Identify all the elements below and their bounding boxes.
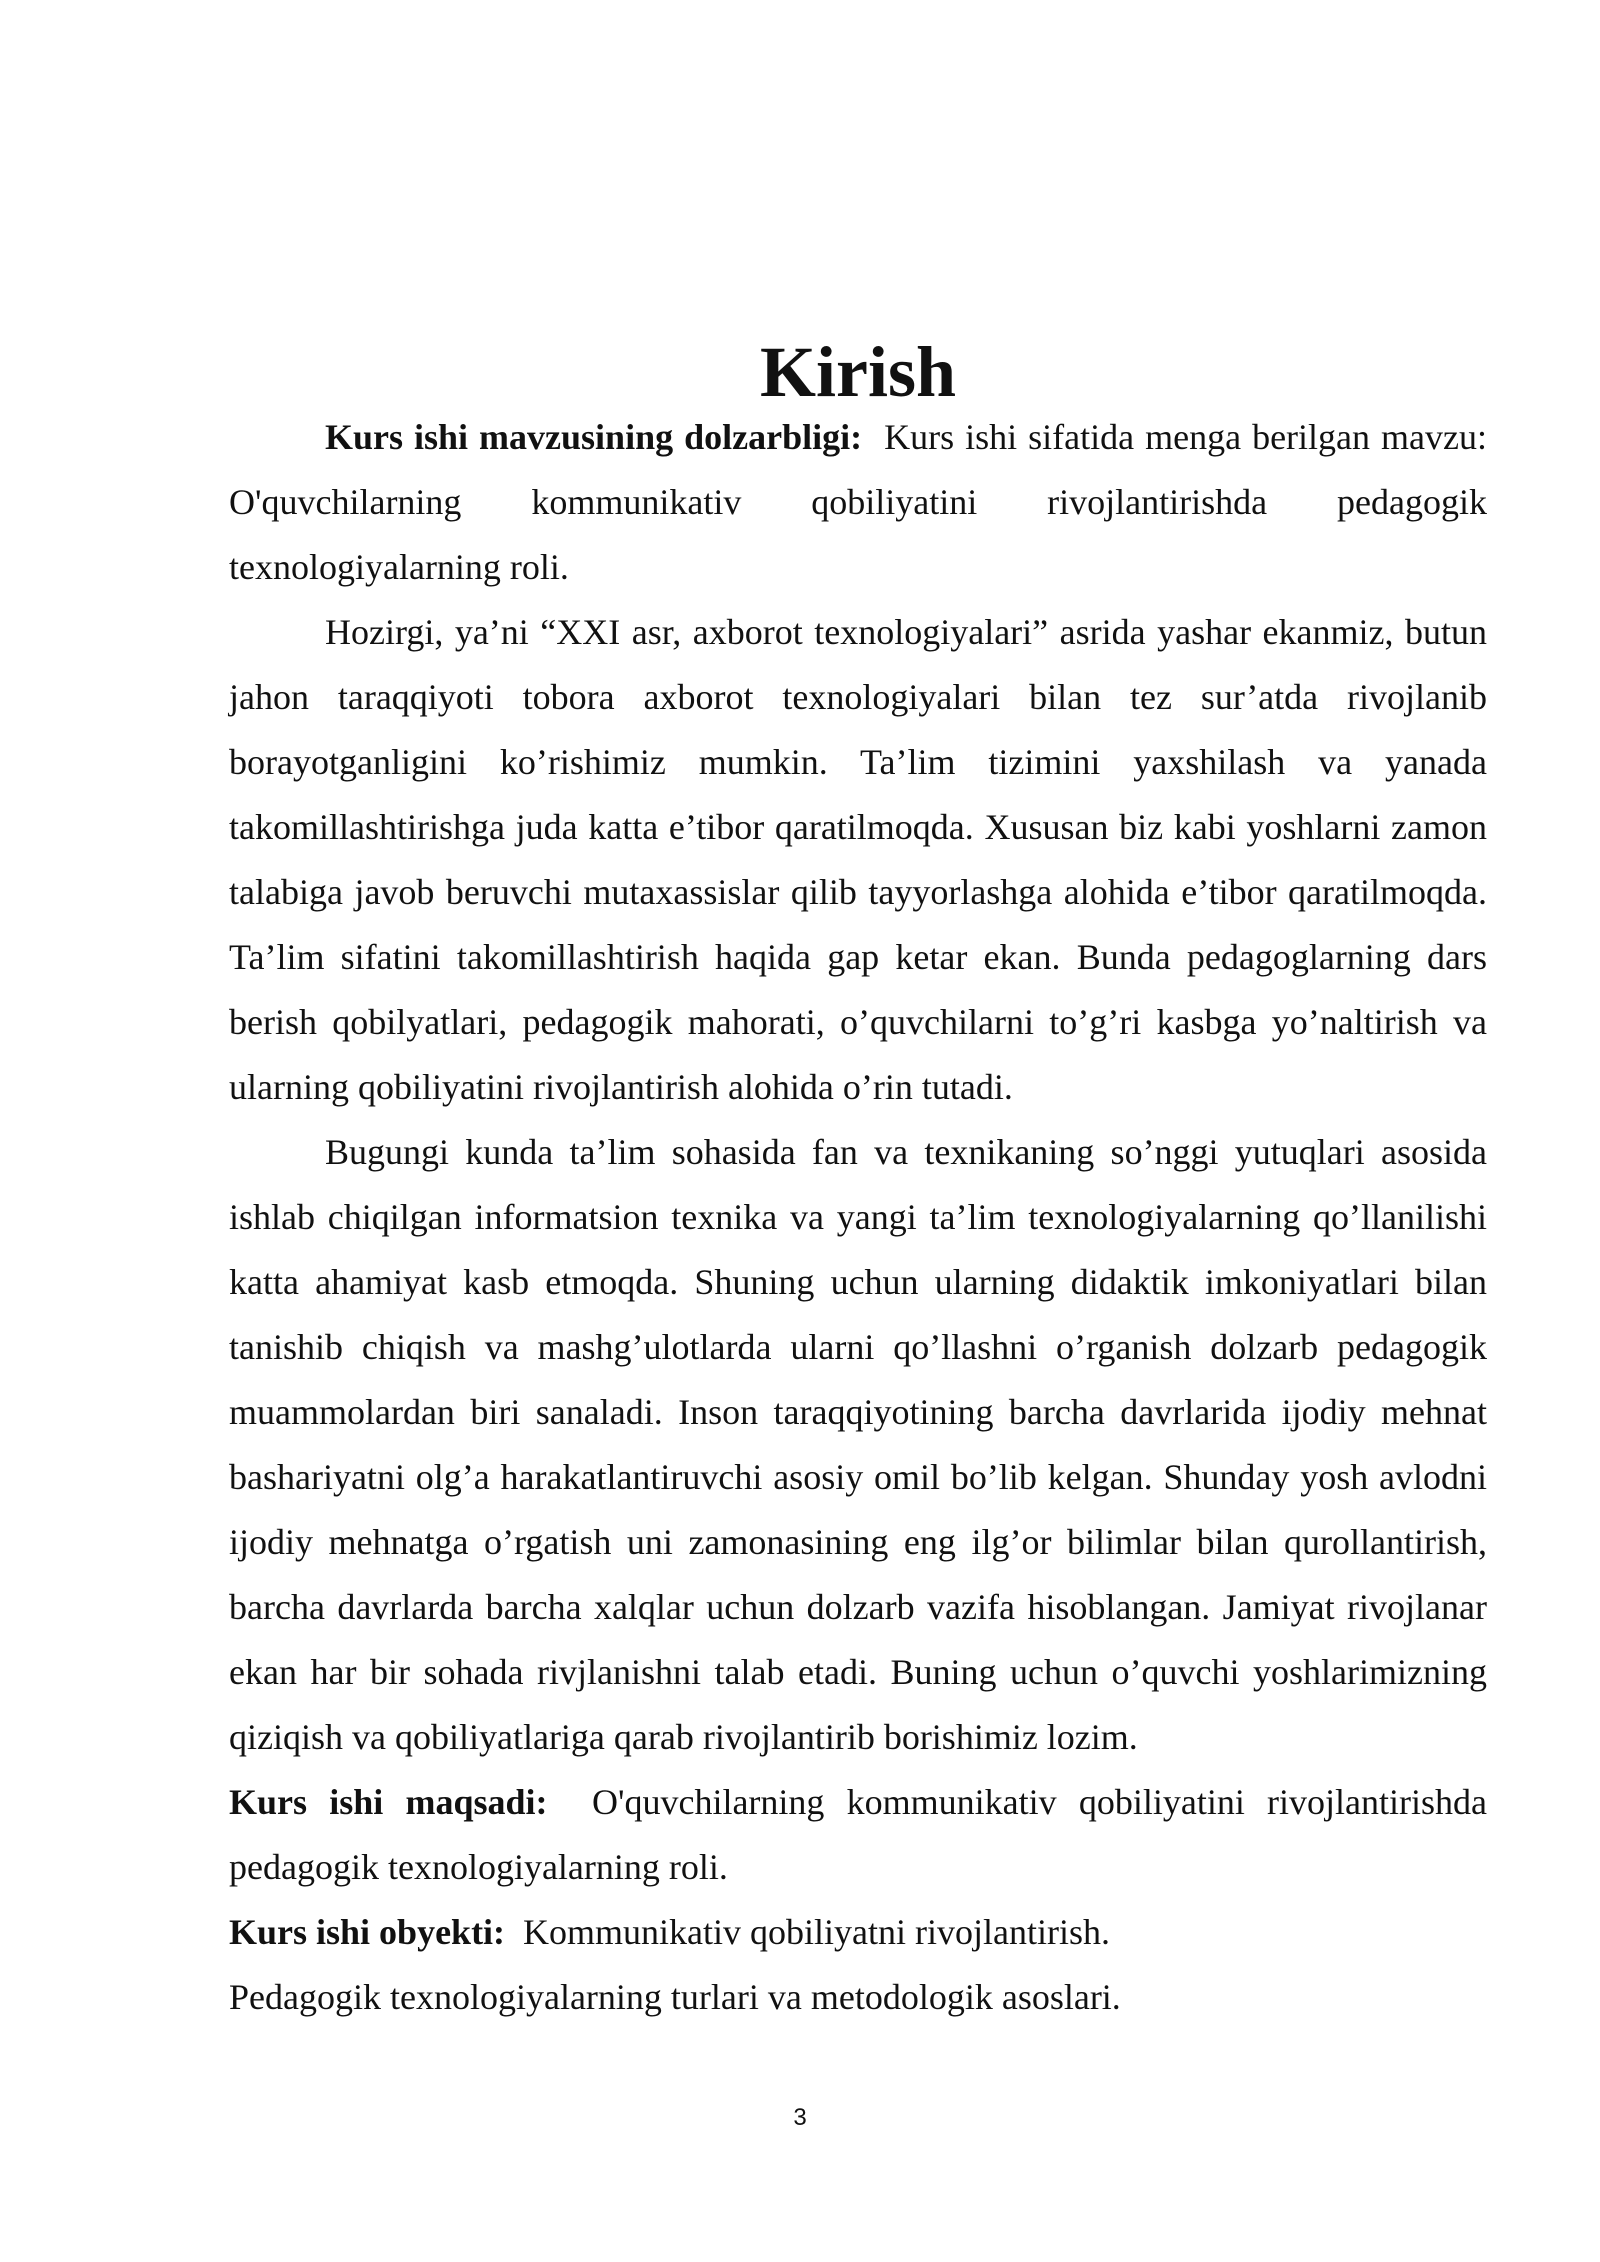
goal-text: O'quvchilarning kommunikativ qobiliyatini rivojlantirishda pedagogik texnologiyalarning roli.	[229, 1782, 1488, 1887]
section-title: Kirish	[759, 332, 957, 412]
body-paragraph: Hozirgi, ya’ni “XXI asr, axborot texnologiyalari” asrida yashar ekanmiz, butun jahon taraqqiyoti tobora axborot texnologiyalari bilan tez sur’atda rivojlanib borayotganligini ko’rishimiz mumkin. Ta’lim tizimini yaxshilash va yanada takomillashtirishga juda katta e’tibor qaratilmoqda. Xususan biz kabi yoshlarni zamon talabiga javob beruvchi mutaxassislar qilib tayyorlashga alohida e’tibor qaratilmoqda. Ta’lim sifatini takomillashtirish haqida gap ketar ekan. Bunda pedagoglarning dars berish qobilyatlari, pedagogik mahorati, o’quvchilarni to’g’ri kasbga yo’naltirish va ularning qobiliyatini rivojlantirish alohida o’rin tutadi.	[229, 612, 1487, 1107]
body-paragraph: Bugungi kunda ta’lim sohasida fan va texnikaning so’nggi yutuqlari asosida ishlab chiqilgan informatsion texnika va yangi ta’lim texnologiyalarning qo’llanilishi katta ahamiyat kasb etmoqda. Shuning uchun ularning didaktik imkoniyatlari bilan tanishib chiqish va mashg’ulotlarda ularni qo’llashni o’rganish dolzarb pedagogik muammolardan biri sanaladi. Inson taraqqiyotining barcha davrlarida ijodiy mehnat bashariyatni olg’a harakatlantiruvchi asosiy omil bo’lib kelgan. Shunday yosh avlodni ijodiy mehnatga o’rgatish uni zamonasining eng ilg’or bilimlar bilan qurollantirish, barcha davrlarda barcha xalqlar uchun dolzarb vazifa hisoblangan. Jamiyat rivojlanar ekan har bir sohada rivjlanishni talab etadi. Buning uchun o’quvchi yoshlarimizning qiziqish va qobiliyatlariga qarab rivojlantirib borishimiz lozim.	[229, 1132, 1487, 1757]
object-text: Kommunikativ qobiliyatni rivojlantirish.	[523, 1912, 1110, 1952]
goal-label: Kurs ishi maqsadi:	[229, 1782, 548, 1822]
goal-paragraph	[229, 1770, 1487, 1900]
document-body	[229, 332, 1488, 2030]
relevance-text: Kurs ishi sifatida menga berilgan mavzu: O'quvchilarning kommunikativ qobiliyatini rivojlantirishda pedagogik texnologiyalarning roli.	[229, 417, 1487, 587]
relevance-paragraph	[229, 405, 1487, 600]
object-paragraph	[229, 1900, 1487, 1965]
object-label: Kurs ishi obyekti:	[229, 1912, 506, 1952]
page-number: 3	[793, 2104, 807, 2131]
relevance-label: Kurs ishi mavzusining dolzarbligi:	[325, 417, 863, 457]
closing-line: Pedagogik texnologiyalarning turlari va metodologik asoslari.	[229, 1977, 1121, 2017]
